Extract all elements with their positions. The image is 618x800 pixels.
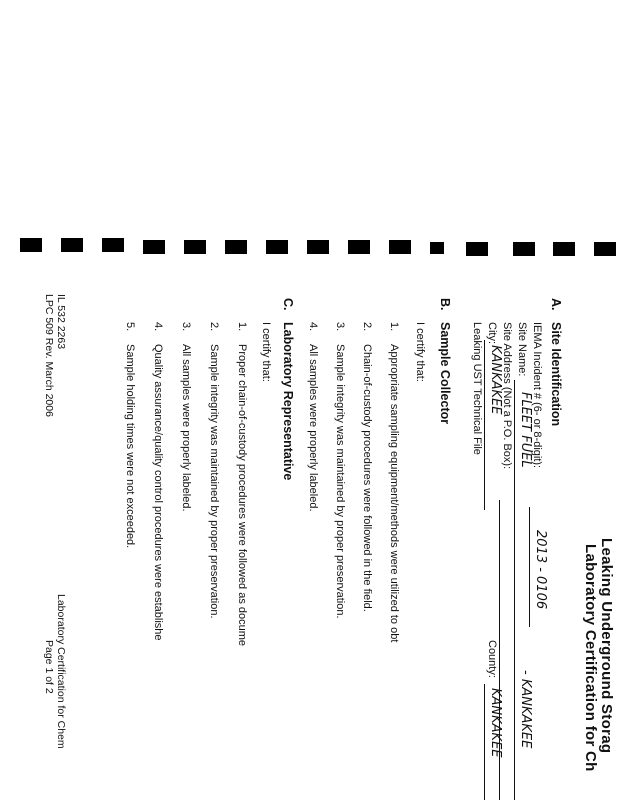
incident-underline (529, 507, 530, 627)
section-c-certify: I certify that: (260, 322, 272, 382)
form-title-line2: Laboratory Certification for Ch (582, 544, 599, 772)
form-revision: LPC 509 Rev. March 2006 (43, 294, 55, 417)
section-b-item-text: All samples were properly labeled. (307, 344, 319, 512)
county-label: County: (486, 640, 498, 678)
section-b-item-text: Sample integrity was maintained by proper preservation. (334, 344, 346, 619)
section-b-item-text: Appropriate sampling equipment/methods were utilized to obt (388, 344, 400, 643)
section-c-item-num: 5. (124, 322, 136, 332)
section-b-item-num: 2. (361, 322, 373, 332)
section-b-item-num: 3. (334, 322, 346, 332)
footer-doc-title: Laboratory Certification for Chem (55, 594, 67, 749)
site-address-label: Site Address (Not a P.O. Box): (501, 322, 513, 470)
form-id: IL 532 2263 (55, 294, 67, 350)
section-c-item-num: 4. (152, 322, 164, 332)
section-b-item-text: Chain-of-custody procedures were followed in the field. (361, 344, 373, 612)
section-c-item-num: 3. (180, 322, 192, 332)
incident-label: IEMA Incident # (6- or 8-digit): (531, 322, 543, 469)
technical-file-label: Leaking UST Technical File (471, 322, 483, 455)
section-c-title: Laboratory Representative (281, 322, 295, 481)
site-name-value: FLEET FUEL (518, 392, 533, 468)
section-c-item-text: All samples were properly labeled. (180, 344, 192, 512)
city-value: KANKAKEE (488, 345, 503, 415)
section-c-item-text: Proper chain-of-custody procedures were followed as docume (236, 344, 248, 647)
site-name-label: Site Name: (516, 322, 528, 377)
section-b-title: Sample Collector (438, 322, 452, 425)
section-b-letter: B. (438, 298, 452, 311)
section-c-letter: C. (281, 298, 295, 311)
section-c-item-text: Quality assurance/quality control procedures were establishe (152, 344, 164, 641)
section-b-certify: I certify that: (414, 322, 426, 382)
incident-value: 2013 - 0106 (533, 530, 548, 610)
section-c-item-num: 1. (236, 322, 248, 332)
section-a-title: Site Identification (549, 322, 563, 427)
section-a-letter: A. (549, 298, 563, 311)
county-value: KANKAKEE (488, 688, 503, 758)
section-b-item-num: 4. (307, 322, 319, 332)
county-underline (484, 684, 485, 800)
site-name-value-2: - KANKAKEE (518, 670, 533, 749)
section-b-item-num: 1. (388, 322, 400, 332)
page-number: Page 1 of 2 (43, 640, 55, 694)
section-c-item-num: 2. (208, 322, 220, 332)
section-c-item-text: Sample integrity was maintained by proper preservation. (208, 344, 220, 619)
site-name-underline (514, 380, 515, 800)
form-title-line1: Leaking Underground Storag (598, 538, 615, 754)
section-c-item-text: Sample holding times were not exceeded. (124, 344, 136, 549)
city-underline (484, 340, 485, 510)
city-label: City: (486, 322, 498, 344)
